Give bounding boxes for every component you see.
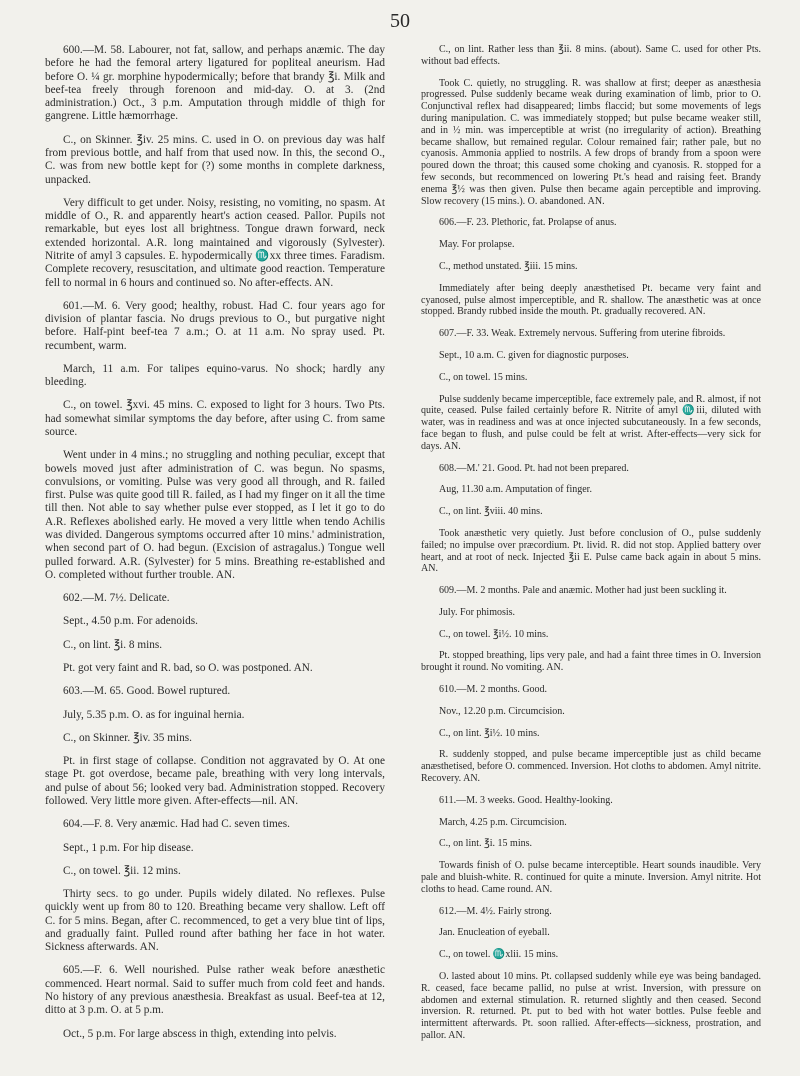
case-paragraph: Pulse suddenly became imperceptible, face extremely pale, and R. almost, if not quite, ceased. Pulse failed certainly before R. Nitrite of amyl ♏iii, diluted with water, was in readiness and was at once injected subcutaneously. In a few seconds, face began to flush, and pulse could be felt at wrist. After-effects—very sick for days. AN.	[421, 393, 761, 452]
case-paragraph: Took C. quietly, no struggling. R. was shallow at first; deeper as anæsthesia progressed. Pulse suddenly became weak during examination of limb, prior to O. Conjunctival reflex had disappeared; limbs flaccid; but some movements of legs during manipulation. C. was immediately stopped; but pulse became weaker still, and in ½ min. was imperceptible at wrist (no irregularity of action). Breathing became shallow, but remained regular. Colour remained fair; rather pale, but no cyanosis. Ammonia applied to nostrils. A few drops of brandy from a spoon were poured down the throat; this caused some choking and cyanosis. R. stopped for a few seconds, but recommenced on lowering Pt.'s head and raising feet. Brandy enema ℥½ was then given. Pulse then became again perceptible and improving. Slow recovery (15 mins.). O. abandoned. AN.	[421, 77, 761, 207]
case-paragraph: R. suddenly stopped, and pulse became imperceptible just as child became anæsthetised, before O. commenced. Inversion. Hot cloths to abdomen. Amyl nitrite. Recovery. AN.	[421, 749, 761, 785]
case-paragraph: 607.—F. 33. Weak. Extremely nervous. Suffering from uterine fibroids.	[439, 328, 726, 340]
case-paragraph: Pt. stopped breathing, lips very pale, and had a faint three times in O. Inversion brought it round. No vomiting. AN.	[421, 650, 761, 674]
case-paragraph: Nov., 12.20 p.m. Circumcision.	[439, 705, 565, 717]
page-number: 50	[390, 10, 410, 32]
case-paragraph: 609.—M. 2 months. Pale and anæmic. Mother had just been suckling it.	[439, 585, 727, 597]
case-paragraph: Towards finish of O. pulse became interceptible. Heart sounds inaudible. Very pale and bluish-white. R. continued for quite a minute. Inversion. Amyl nitrite. Hot cloths to head. Came round. AN.	[421, 860, 761, 895]
case-paragraph: March, 11 a.m. For talipes equino-varus. No shock; hardly any bleeding.	[45, 362, 385, 389]
case-paragraph: 600.—M. 58. Labourer, not fat, sallow, and perhaps anæmic. The day before he had the femoral artery ligatured for popliteal aneurism. Had before O. ¼ gr. morphine hypodermically; before that brandy ℥i. Milk and beef-tea freely through forenoon and mid-day. O. at 3. (2nd administration.) Oct., 3 p.m. Amputation through middle of thigh for gangrene. Little hæmorrhage.	[45, 44, 385, 123]
case-paragraph: Jan. Enucleation of eyeball.	[439, 927, 550, 939]
case-paragraph: March, 4.25 p.m. Circumcision.	[439, 816, 567, 828]
case-paragraph: C., on towel. ♏xlii. 15 mins.	[439, 949, 559, 961]
case-paragraph: C., on lint. ℥i½. 10 mins.	[439, 727, 540, 739]
case-paragraph: C., on towel. ℥ii. 12 mins.	[63, 864, 181, 877]
case-paragraph: 610.—M. 2 months. Good.	[439, 684, 548, 696]
case-paragraph: Pt. in first stage of collapse. Condition not aggravated by O. At one stage Pt. got overdose, became pale, breathing with very long intervals, and pulse of about 56; looked very bad. Administration stopped. Recovery followed. Very little more given. After-effects—nil. AN.	[45, 755, 385, 807]
case-paragraph: Went under in 4 mins.; no struggling and nothing peculiar, except that bowels moved just after administration of C. was begun. No spasms, convulsions, or vomiting. Pulse was very good all through, and R. failed first. Pulse was quite good till R. failed, as I had my finger on it all the time till then. Not able to say whether pulse ever stopped, as I let it go to do A.R. Reflexes abolished early. He moved a very little when tendo Achilis was divided. Dangerous symptoms occurred after 10 mins.' administration, when second part of O. had begun. (Excision of astragalus.) Tongue well pulled forward. A.R. (Sylvester) for 5 mins. Breathing re-established and O. completed without further trouble. AN.	[45, 449, 385, 581]
case-paragraph: 602.—M. 7½. Delicate.	[63, 592, 170, 605]
case-paragraph: C., on towel. 15 mins.	[439, 371, 528, 383]
case-paragraph: Thirty secs. to go under. Pupils widely dilated. No reflexes. Pulse quickly went up from 80 to 120. Breathing became very shallow. Left off C. for 5 mins. Began, after C. recommenced, to get a very blue tint of lips, and gradually faint. Pulled round after bathing her face in hot water. Sickness afterwards. AN.	[45, 888, 385, 954]
case-paragraph: 612.—M. 4½. Fairly strong.	[439, 905, 552, 917]
case-paragraph: July, 5.35 p.m. O. as for inguinal hernia.	[63, 708, 245, 721]
case-paragraph: O. lasted about 10 mins. Pt. collapsed suddenly while eye was being bandaged. R. ceased, face became pallid, no pulse at wrist. Inversion, with pressure on abdomen and external stimulation. R. returned slightly and then ceased. Second inversion. R. returned. Pt. put to bed with hot water bottles. Pulse feeble and intermittent afterwards. Pt. soon rallied. After-effects—sickness, prostration, and pallor. AN.	[421, 971, 761, 1042]
case-paragraph: Aug, 11.30 a.m. Amputation of finger.	[439, 484, 592, 496]
case-paragraph: C., on towel. ℥i½. 10 mins.	[439, 628, 549, 640]
case-paragraph: Took anæsthetic very quietly. Just before conclusion of O., pulse suddenly failed; no impulse over præcordium. Pt. livid. R. did not stop. Applied battery over heart, and at root of neck. Injected ℥ii E. Pulse came back again in about 5 mins. AN.	[421, 527, 761, 575]
case-paragraph: 611.—M. 3 weeks. Good. Healthy-looking.	[439, 794, 613, 806]
case-paragraph: C., on lint. ℥i. 8 mins.	[63, 638, 163, 651]
case-paragraph: Pt. got very faint and R. bad, so O. was postponed. AN.	[63, 661, 313, 674]
case-paragraph: C., on Skinner. ℥iv. 35 mins.	[63, 731, 192, 744]
case-paragraph: Sept., 10 a.m. C. given for diagnostic purposes.	[439, 349, 629, 361]
case-paragraph: C., on Skinner. ℥iv. 25 mins. C. used in O. on previous day was half from previous bottle, and half from that used now. In this, the second O., C. was from new bottle kept for (?) some months in complete darkness, unpacked.	[45, 133, 385, 186]
case-paragraph: C., on lint. Rather less than ℥ii. 8 mins. (about). Same C. used for other Pts. without bad effects.	[421, 44, 761, 67]
case-paragraph: 601.—M. 6. Very good; healthy, robust. Had C. four years ago for division of plantar fascia. No drugs previous to O., but purgative night before. Half-pint beef-tea 7 a.m.; O. at 11 a.m. No spray used. Pt. recumbent, warm.	[45, 299, 385, 352]
case-paragraph: 604.—F. 8. Very anæmic. Had had C. seven times.	[63, 818, 290, 831]
case-paragraph: C., on lint. ℥viii. 40 mins.	[439, 506, 543, 518]
left-column	[45, 44, 385, 1051]
case-paragraph: C., method unstated. ℥iii. 15 mins.	[439, 260, 578, 272]
case-paragraph: Sept., 4.50 p.m. For adenoids.	[63, 615, 198, 628]
case-paragraph: 606.—F. 23. Plethoric, fat. Prolapse of anus.	[439, 217, 617, 229]
right-column	[421, 44, 761, 1052]
case-paragraph: 603.—M. 65. Good. Bowel ruptured.	[63, 685, 231, 698]
case-paragraph: C., on lint. ℥i. 15 mins.	[439, 838, 533, 850]
case-paragraph: July. For phimosis.	[439, 606, 516, 618]
case-paragraph: C., on towel. ℥xvi. 45 mins. C. exposed to light for 3 hours. Two Pts. had somewhat similar symptoms the day before, after using C. from same source.	[45, 399, 385, 439]
case-paragraph: 605.—F. 6. Well nourished. Pulse rather weak before anæsthetic commenced. Heart normal. Said to suffer much from cold feet and hands. No history of any previous anæsthesia. Breakfast as usual. Beef-tea at 12, ditto at 3 p.m. O. at 5 p.m.	[45, 964, 385, 1017]
case-paragraph: Sept., 1 p.m. For hip disease.	[63, 841, 194, 854]
case-paragraph: Very difficult to get under. Noisy, resisting, no vomiting, no spasm. At middle of O., R. and apparently heart's action ceased. Pallor. Pupils not remarkable, but eyes lost all brightness. Tongue drawn forward, neck extended horizontal. A.R. long maintained and vigorously (Sylvester). Nitrite of amyl 3 capsules. E. hypodermically ♏xx three times. Faradism. Complete recovery, resuscitation, and ultimate good reaction. Temperature fell to normal in 6 hours and continued so. No after-effects. AN.	[45, 196, 385, 289]
case-paragraph: Oct., 5 p.m. For large abscess in thigh, extending into pelvis.	[63, 1027, 337, 1040]
case-paragraph: Immediately after being deeply anæsthetised Pt. became very faint and cyanosed, pulse almost imperceptible, and R. shallow. The anæsthetic was at once stopped. Brandy rubbed inside the mouth. Pt. gradually recovered. AN.	[421, 282, 761, 318]
case-paragraph: May. For prolapse.	[439, 239, 515, 251]
case-paragraph: 608.—M.' 21. Good. Pt. had not been prepared.	[439, 462, 629, 474]
